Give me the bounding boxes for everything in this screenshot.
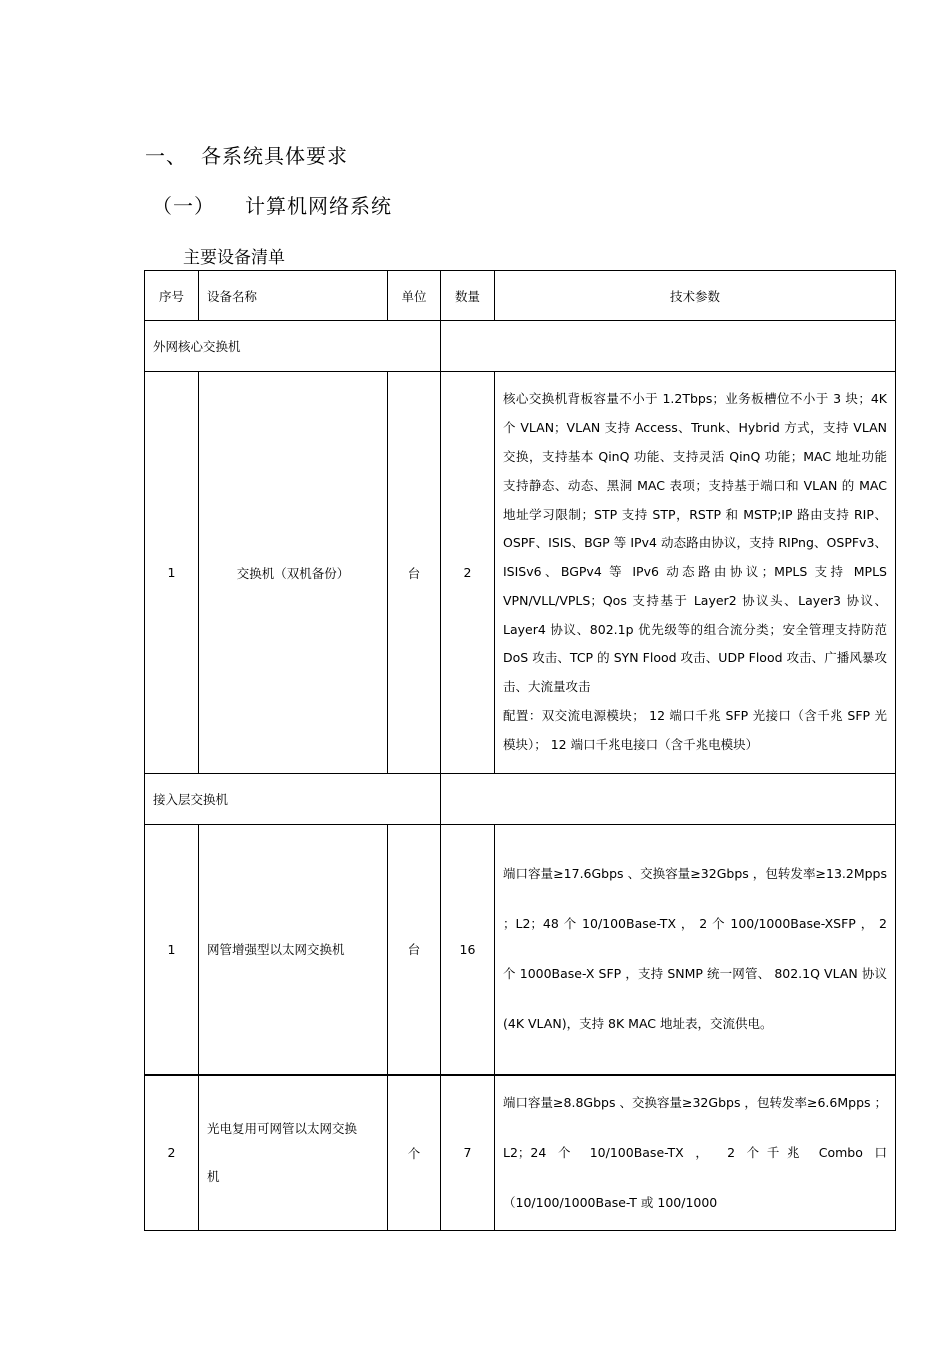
group-title: 接入层交换机 <box>145 774 441 825</box>
group-title: 外网核心交换机 <box>145 321 441 372</box>
spec-config-text: 配置：双交流电源模块； 12 端口千兆 SFP 光接口（含千兆 SFP 光模块）； 12 端口千兆电接口（含千兆电模块） <box>503 708 887 752</box>
subsection-title: 计算机网络系统 <box>245 194 392 218</box>
subsection-number: （一） <box>152 194 215 218</box>
row-spec <box>495 825 896 1075</box>
row-name-text: 光电复用可网管以太网交换机 <box>207 1120 358 1184</box>
row-seq: 1 <box>145 372 199 774</box>
subsection-heading <box>152 190 392 219</box>
spec-text: 端口容量≥17.6Gbps 、交换容量≥32Gbps ，包转发率≥13.2Mpps ；L2；48 个 10/100Base-TX ， 2 个 100/1000Base-XSFP ， 2 个 1000Base-X SFP ，支持 SNMP 统一网管、 802.1Q VLAN 协议 (4K VLAN)，支持 8K MAC 地址表，交流供电。 <box>503 866 887 1032</box>
header-name: 设备名称 <box>199 271 388 321</box>
row-name <box>199 1075 388 1231</box>
group-empty-cell <box>441 321 896 372</box>
row-qty: 16 <box>441 825 495 1075</box>
section-title: 各系统具体要求 <box>201 144 348 168</box>
row-unit: 台 <box>388 825 441 1075</box>
header-seq: 序号 <box>145 271 199 321</box>
table-header-row <box>145 271 896 321</box>
row-seq: 2 <box>145 1075 199 1231</box>
table-row <box>145 825 896 1075</box>
row-unit: 个 <box>388 1075 441 1231</box>
header-unit: 单位 <box>388 271 441 321</box>
row-seq: 1 <box>145 825 199 1075</box>
spec-text: 端口容量≥8.8Gbps 、交换容量≥32Gbps ，包转发率≥6.6Mpps ；L2；24 个 10/100Base-TX ， 2 个千兆 Combo 口（10/100/1000Base-T 或 100/1000 <box>503 1094 887 1210</box>
row-unit: 台 <box>388 372 441 774</box>
section-number: 一、 <box>145 144 187 168</box>
row-spec <box>495 1075 896 1231</box>
group-row <box>145 321 896 372</box>
header-spec: 技术参数 <box>495 271 896 321</box>
spec-text: 核心交换机背板容量不小于 1.2Tbps；业务板槽位不小于 3 块；4K 个 VLAN；VLAN 支持 Access、Trunk、Hybrid 方式，支持 VLAN 交换，支持基本 QinQ 功能、支持灵活 QinQ 功能；MAC 地址功能支持静态、动态、黑洞 MAC 表项；支持基于端口和 VLAN 的 MAC 地址学习限制；STP 支持 STP，RSTP 和 MSTP;IP 路由支持 RIP、OSPF、ISIS、BGP 等 IPv4 动态路由协议，支持 RIPng、OSPFv3、ISISv6、BGPv4 等 IPv6 动态路由协议；MPLS 支持 MPLS VPN/VLL/VPLS；Qos 支持基于 Layer2 协议头、Layer3 协议、Layer4 协议、802.1p 优先级等的组合流分类；安全管理支持防范 DoS 攻击、TCP 的 SYN Flood 攻击、UDP Flood 攻击、广播风暴攻击、大流量攻击 <box>503 391 887 695</box>
group-empty-cell <box>441 774 896 825</box>
table-row <box>145 372 896 774</box>
table-caption: 主要设备清单 <box>183 248 285 268</box>
row-qty: 2 <box>441 372 495 774</box>
row-spec <box>495 372 896 774</box>
group-row <box>145 774 896 825</box>
table-row <box>145 1075 896 1231</box>
row-name: 网管增强型以太网交换机 <box>199 825 388 1075</box>
row-name: 交换机（双机备份） <box>199 372 388 774</box>
equipment-table <box>144 270 896 1231</box>
header-qty: 数量 <box>441 271 495 321</box>
section-heading <box>145 140 348 169</box>
row-qty: 7 <box>441 1075 495 1231</box>
